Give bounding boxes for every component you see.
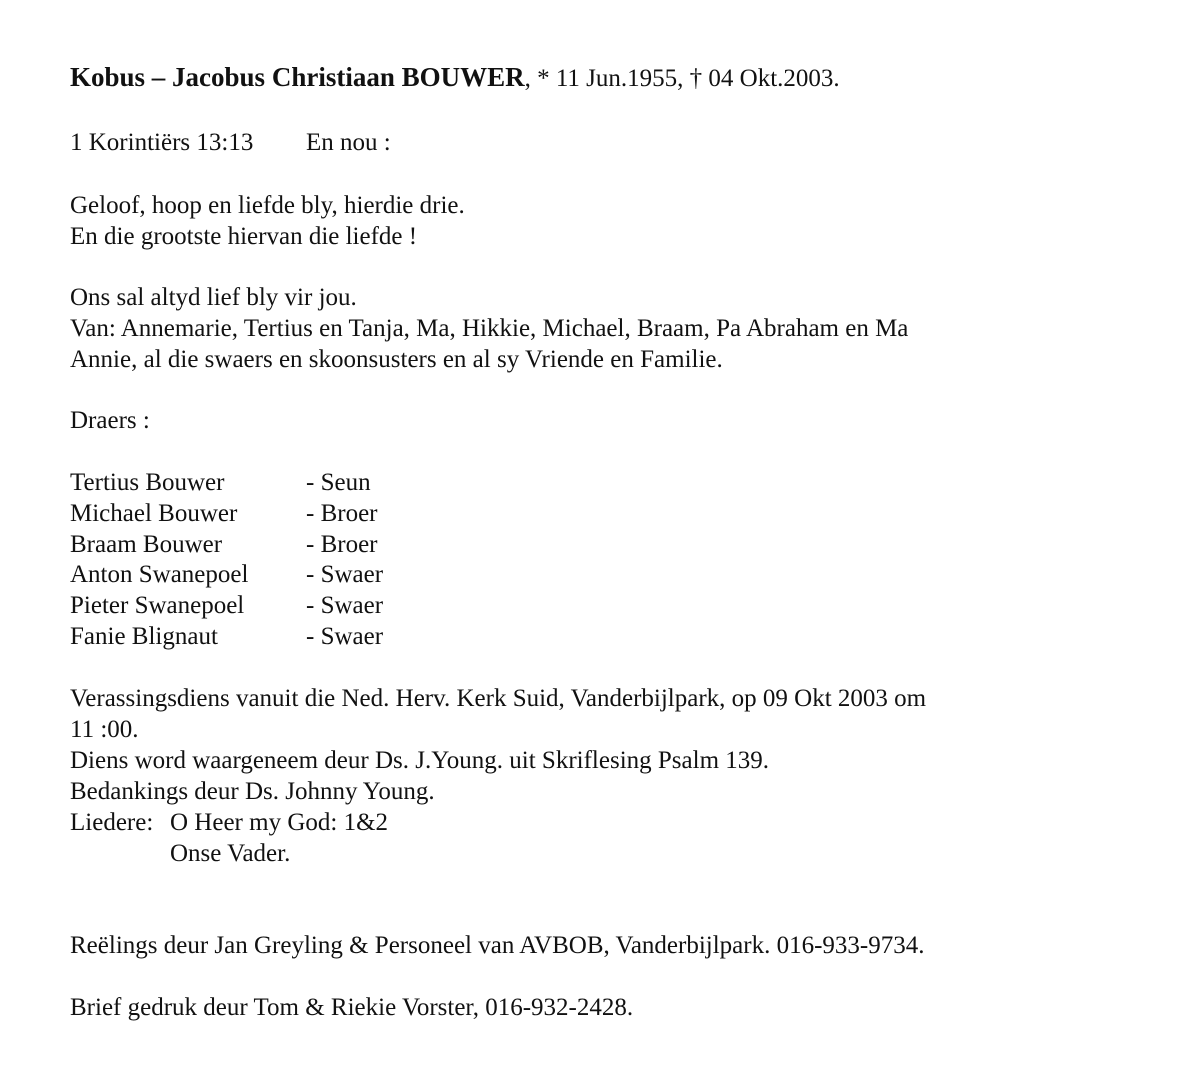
service-line-3: Diens word waargeneem deur Ds. J.Young. uit Skriflesing Psalm 139. — [70, 747, 770, 774]
bearer-row — [70, 529, 378, 560]
bearer-name: Anton Swanepoel — [70, 561, 249, 588]
songs-label: Liedere: — [70, 809, 154, 836]
bearer-relation: - Broer — [306, 500, 378, 527]
life-dates: , * 11 Jun.1955, † 04 Okt.2003. — [524, 65, 840, 92]
song-item: Onse Vader. — [170, 840, 291, 867]
bearer-name: Pieter Swanepoel — [70, 592, 245, 619]
service-line-1: Verassingsdiens vanuit die Ned. Herv. Kerk Suid, Vanderbijlpark, op 09 Okt 2003 om — [70, 685, 927, 712]
scripture-line — [70, 127, 391, 158]
bearer-row — [70, 590, 383, 621]
songs-line — [70, 807, 388, 838]
bearer-name: Braam Bouwer — [70, 531, 223, 558]
bearer-relation: - Swaer — [306, 561, 384, 588]
deceased-name: Kobus – Jacobus Christiaan BOUWER — [70, 62, 525, 92]
scripture-intro: En nou : — [306, 129, 391, 156]
tribute-line-1: Ons sal altyd lief bly vir jou. — [70, 284, 357, 311]
bearer-name: Tertius Bouwer — [70, 469, 225, 496]
bearers-heading: Draers : — [70, 407, 150, 434]
service-line-2: 11 :00. — [70, 716, 139, 743]
bearer-row — [70, 498, 378, 529]
printed-by-line: Brief gedruk deur Tom & Riekie Vorster, 016-932-2428. — [70, 994, 634, 1021]
arrangements-line: Reëlings deur Jan Greyling & Personeel van AVBOB, Vanderbijlpark. 016-933-9734. — [70, 932, 925, 959]
service-line-4: Bedankings deur Ds. Johnny Young. — [70, 778, 435, 805]
bearer-row — [70, 621, 383, 652]
scripture-reference: 1 Korintiërs 13:13 — [70, 129, 254, 156]
bearer-row — [70, 559, 383, 590]
tribute-line-3: Annie, al die swaers en skoonsusters en al sy Vriende en Familie. — [70, 346, 723, 373]
bearer-relation: - Seun — [306, 469, 371, 496]
bearer-relation: - Swaer — [306, 592, 384, 619]
page-title — [70, 62, 840, 94]
bearer-row — [70, 467, 371, 498]
verse-line-2: En die grootste hiervan die liefde ! — [70, 223, 418, 250]
song-item: O Heer my God: 1&2 — [170, 809, 389, 836]
verse-line-1: Geloof, hoop en liefde bly, hierdie drie. — [70, 192, 465, 219]
bearer-relation: - Broer — [306, 531, 378, 558]
tribute-line-2: Van: Annemarie, Tertius en Tanja, Ma, Hikkie, Michael, Braam, Pa Abraham en Ma — [70, 315, 909, 342]
obituary-page — [70, 0, 1170, 1083]
bearer-name: Michael Bouwer — [70, 500, 238, 527]
bearer-relation: - Swaer — [306, 623, 384, 650]
bearer-name: Fanie Blignaut — [70, 623, 218, 650]
